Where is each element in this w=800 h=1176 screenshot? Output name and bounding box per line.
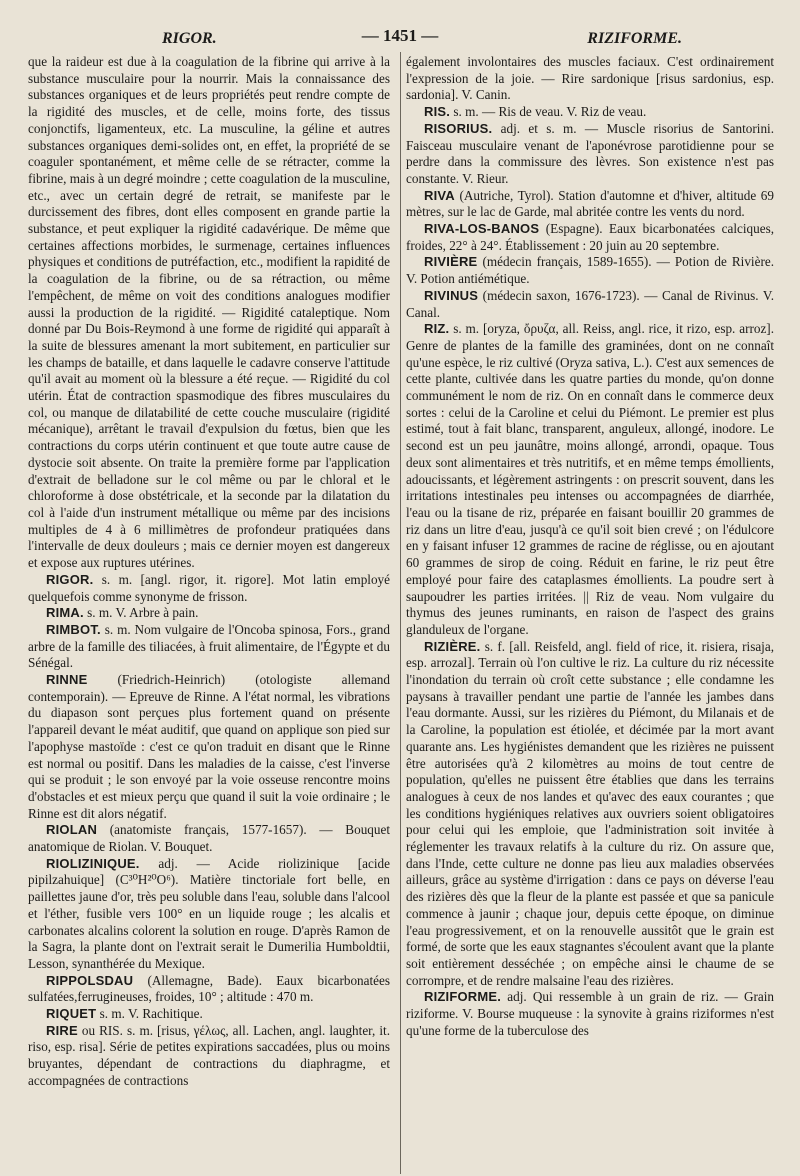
entry-headword: RIOLIZINIQUE. (46, 855, 140, 871)
dictionary-entry (28, 822, 390, 855)
dictionary-entry (406, 989, 774, 1039)
entry-headword: RIMBOT. (46, 621, 101, 637)
dictionary-entry (406, 321, 774, 638)
header-left-word: RIGOR. (162, 30, 217, 47)
entry-headword: RIVA (424, 187, 455, 203)
page-number: — 1451 — (361, 26, 439, 45)
dictionary-entry (406, 188, 774, 221)
header-right-word: RIZIFORME. (587, 30, 682, 47)
entry-text: (Friedrich-Heinrich) (otologiste allemand contemporain). — Epreuve de Rinne. A l'état normal, les vibrations du diapason sont perçues plus fortement quand on présente l'appareil devant le méat auditif, que quand on applique son pied sur l'apophyse mastoïde : c'est ce qu'on traduit en disant que le Rinne est normal ou positif. Dans les maladies de la caisse, c'est l'inverse qui se produit ; le son envoyé par la voie osseuse rencontre moins d'obstacles et est mieux perçu que quand il suit la voie ordinaire ; le Rinne est dit alors négatif. (28, 672, 390, 821)
entry-text: s. m. [oryza, ὄρυζα, all. Reiss, angl. rice, it rizo, esp. arroz]. Genre de plantes de la famille des graminées, dont on ne connaît qu'une espèce, le riz cultivé (Oryza sativa, L.). C'est aux semences de cette plante, cultivée dans les quatre parties du monde, qu'on donne communément le nom de riz. On en connaît dans le commerce deux sortes : celui de la Caroline et celui du Piémont. Le premier est plus estimé, tout à fait blanc, transparent, anguleux, allongé, inodore. Le second est un peu jaunâtre, moins allongé, arrondi, opaque. Tous deux sont alimentaires et très nutritifs, et en même temps émollients, adoucissants, et légèrement astringents : on prescrit souvent, dans les irritations intestinales peu intenses ou accompagnées de diarrhée, l'eau ou la tisane de riz, préparée en faisant bouillir 20 grammes de riz dans un litre d'eau, jusqu'à ce qu'il soit bien crevé ; on l'édulcore en y faisant infuser 12 grammes de racine de réglisse, ou en ajoutant 60 grammes de sirop de coing. Réduit en farine, le riz peut être employé pour faire des cataplasmes émollients. La poudre sert à saupoudrer les parties irritées. || Riz de veau. Nom vulgaire du thymus des jeunes ruminants, en raison de l'aspect des grains glanduleux de l'organe. (406, 321, 774, 637)
entry-headword: RIVA-LOS-BANOS (424, 221, 540, 237)
dictionary-entry (28, 54, 390, 572)
entry-headword: RIQUET (46, 1006, 97, 1022)
entry-text: également involontaires des muscles faciaux. C'est ordinairement l'expression de la joie. — Rire sardonique [risus sardonius, esp. sardonia]. V. Canin. (406, 54, 774, 103)
entry-text: s. m. — Ris de veau. V. Riz de veau. (450, 104, 647, 120)
dictionary-entry (28, 1023, 390, 1090)
entry-text: s. m. V. Arbre à pain. (83, 605, 199, 621)
dictionary-entry (406, 221, 774, 254)
dictionary-entry (28, 1006, 390, 1023)
entry-headword: RINNE (46, 672, 88, 688)
column-divider (400, 52, 401, 1174)
entry-text: adj. — Acide riolizinique [acide pipilzahuique] (C³⁰H²⁰O⁶). Matière tinctoriale fort belle, en paillettes jaune d'or, très peu soluble dans l'eau, soluble dans l'alcool et l'éther, fusible vers 100° en un liquide rouge ; les alcalis et carbonates alcalins colorent la solution en rouge. D'après Ramon de la Sagra, la plante dont on l'extrait serait le Dumerilia Humboldtii, Lesson, synanthérée du Mexique. (28, 855, 390, 971)
dictionary-entry (28, 572, 390, 605)
entry-headword: RIMA. (46, 605, 84, 621)
entry-headword: RIPPOLSDAU (46, 972, 134, 988)
entry-headword: RIZIFORME. (424, 989, 502, 1005)
entry-text: adj. et s. m. — Muscle risorius de Santorini. Faisceau musculaire venant de l'aponévrose parotidienne pour se perdre dans la commissure des lèvres. Son existence n'est pas constante. V. Rieur. (406, 120, 774, 186)
entry-headword: RIS. (424, 104, 451, 120)
entry-text: (Autriche, Tyrol). Station d'automne et d'hiver, altitude 69 mètres, sur le lac de Garde, mal abritée contre les vents du nord. (406, 187, 774, 220)
dictionary-entry (28, 622, 390, 672)
entry-text: (médecin français, 1589-1655). — Potion de Rivière. V. Potion antiémétique. (406, 254, 774, 287)
entry-headword: RISORIUS. (424, 120, 493, 136)
entry-text: (médecin saxon, 1676-1723). — Canal de Rivinus. V. Canal. (406, 287, 774, 320)
dictionary-entry (406, 121, 774, 188)
dictionary-entry (406, 54, 774, 104)
entry-text: ou RIS. s. m. [risus, γέλως, all. Lachen, angl. laughter, it. riso, esp. risa]. Série de petites expirations saccadées, plus ou moins bruyantes, dépendant de contractions du diaphragme, et accompagnées de contractions (28, 1022, 390, 1088)
entry-text: s. f. [all. Reisfeld, angl. field of rice, it. risiera, risaja, esp. arrozal]. Terrain où l'on cultive le riz. La culture du riz nécessite l'inondation du terrain où croît cette substance ; elle condamne les paysans à travailler pendant une partie de l'année les jambes dans l'eau dormante. Aussi, sur les rizières du Piémont, du Milanais et de la Caroline, la population est étiolée, et décimée par la mort avant quarante ans. Les hygiénistes demandent que les rizières ne puissent être autorisées qu'à 2 kilomètres au moins de tout centre de population, qu'elles ne puissent être établies que dans les terrains analogues à ceux de nos landes et qu'avec des eaux courantes ; que les conditions hygiéniques relatives aux ouvriers soient obligatoires pour celui qui les emploie, que l'administration soit invitée à réglementer les travaux relatifs à la culture du riz. On assure que, dans l'Inde, cette culture ne donne pas lieu aux maladies observées ailleurs, grâce au système d'irrigation : dans ce pays on déverse l'eau des rizières dès que la fleur de la plante est passée et que sa panicule commence à jaunir ; chaque jour, depuis cette époque, on diminue l'eau progressivement, et on la renouvelle aussitôt que le grain est formé, de sorte que les eaux stagnantes s'écoulent avant que la plante soit entièrement desséchée ; on empêche ainsi le chaume de se corrompre, et de rendre malsaine l'eau des rizières. (406, 638, 774, 988)
entry-text: s. m. [angl. rigor, it. rigore]. Mot latin employé quelquefois comme synonyme de frisson. (28, 571, 390, 604)
entry-text: adj. Qui ressemble à un grain de riz. — Grain riziforme. V. Bourse muqueuse : la synovite à grains riziformes n'est qu'une forme de la tuberculose des (406, 989, 774, 1038)
entry-headword: RIZIÈRE. (424, 638, 481, 654)
entry-headword: RIRE (46, 1022, 78, 1038)
dictionary-entry (28, 605, 390, 622)
entry-headword: RIVIÈRE (424, 254, 478, 270)
left-column (28, 54, 390, 1174)
entry-text: que la raideur est due à la coagulation de la fibrine qui arrive à la substance musculaire pour la nourrir. Mais la connaissance des substances organiques et de leurs propriétés peut rendre compte de la rigidité des muscles, et de celle, moins forte, des tissus conjonctifs, ligamenteux, etc. La musculine, la géline et autres substances organiques demi-solides ont, en effet, la propriété de se coaguler spontanément, et même celle de se rétracter, comme la fibrine, mais à un degré moindre ; cette coagulation de la musculine, etc., avec un certain degré de retrait, se manifeste par le durcissement des fibres, dont elles composent en grande partie la substance, et peut expliquer la rigidité cadavérique. De même que certaines affections morbides, le surmenage, certaines influences physiques et conditions de putréfaction, etc., modifient la rapidité de la coagulation de la fibrine, ou de sa rétraction, ou même l'empêchent, de même on voit des conditions analogues modifier aussi la production de la rigidité. — Rigidité cataleptique. Nom donné par Du Bois-Reymond à une forme de rigidité qui apparaît à la suite de blessures amenant la mort subitement, en particulier sur les champs de bataille, et dans laquelle le cadavre conserve l'attitude qu'il avait au moment où la blessure a été reçue. — Rigidité du col utérin. État de contraction spasmodique des fibres musculaires du col, ou manque de dilatabilité de cette couche musculaire (rigidité mécanique), arrêtant le travail d'expulsion du fœtus, bien que les contractions du corps utérin continuent et que toute autre cause de dystocie soit absente. On traite la première forme par l'application d'extrait de belladone sur le col même ou par le chloral et le chloroforme à dose obstétricale, et la seconde par la dilatation du col à l'aide d'un instrument métallique ou même par des incisions multiples de 4 à 6 millimètres de profondeur pratiquées dans l'intervalle de deux douleurs ; mais ce dernier moyen est dangereux et expose aux ruptures utérines. (28, 54, 390, 571)
entry-text: s. m. Nom vulgaire de l'Oncoba spinosa, Fors., grand arbre de la famille des tiliacées, à fruit alimentaire, de l'Égypte et du Sénégal. (28, 621, 390, 671)
right-column (406, 54, 774, 1174)
dictionary-entry (406, 104, 774, 121)
dictionary-entry (406, 288, 774, 321)
entry-text: (Espagne). Eaux bicarbonatées calciques, froides, 22° à 24°. Établissement : 20 juin au 20 septembre. (406, 221, 774, 253)
entry-text: (anatomiste français, 1577-1657). — Bouquet anatomique de Riolan. V. Bouquet. (28, 822, 390, 855)
dictionary-entry (28, 856, 390, 973)
dictionary-entry (406, 639, 774, 990)
entry-headword: RIZ. (424, 321, 450, 337)
running-header (0, 26, 800, 52)
entry-headword: RIGOR. (46, 571, 94, 587)
entry-headword: RIOLAN (46, 822, 98, 838)
dictionary-entry (406, 254, 774, 287)
entry-text: s. m. V. Rachitique. (96, 1006, 203, 1022)
entry-headword: RIVINUS (424, 287, 479, 303)
dictionary-entry (28, 973, 390, 1006)
dictionary-entry (28, 672, 390, 822)
entry-text: (Allemagne, Bade). Eaux bicarbonatées sulfatées,ferrugineuses, froides, 10° ; altitude : 470 m. (28, 972, 390, 1005)
